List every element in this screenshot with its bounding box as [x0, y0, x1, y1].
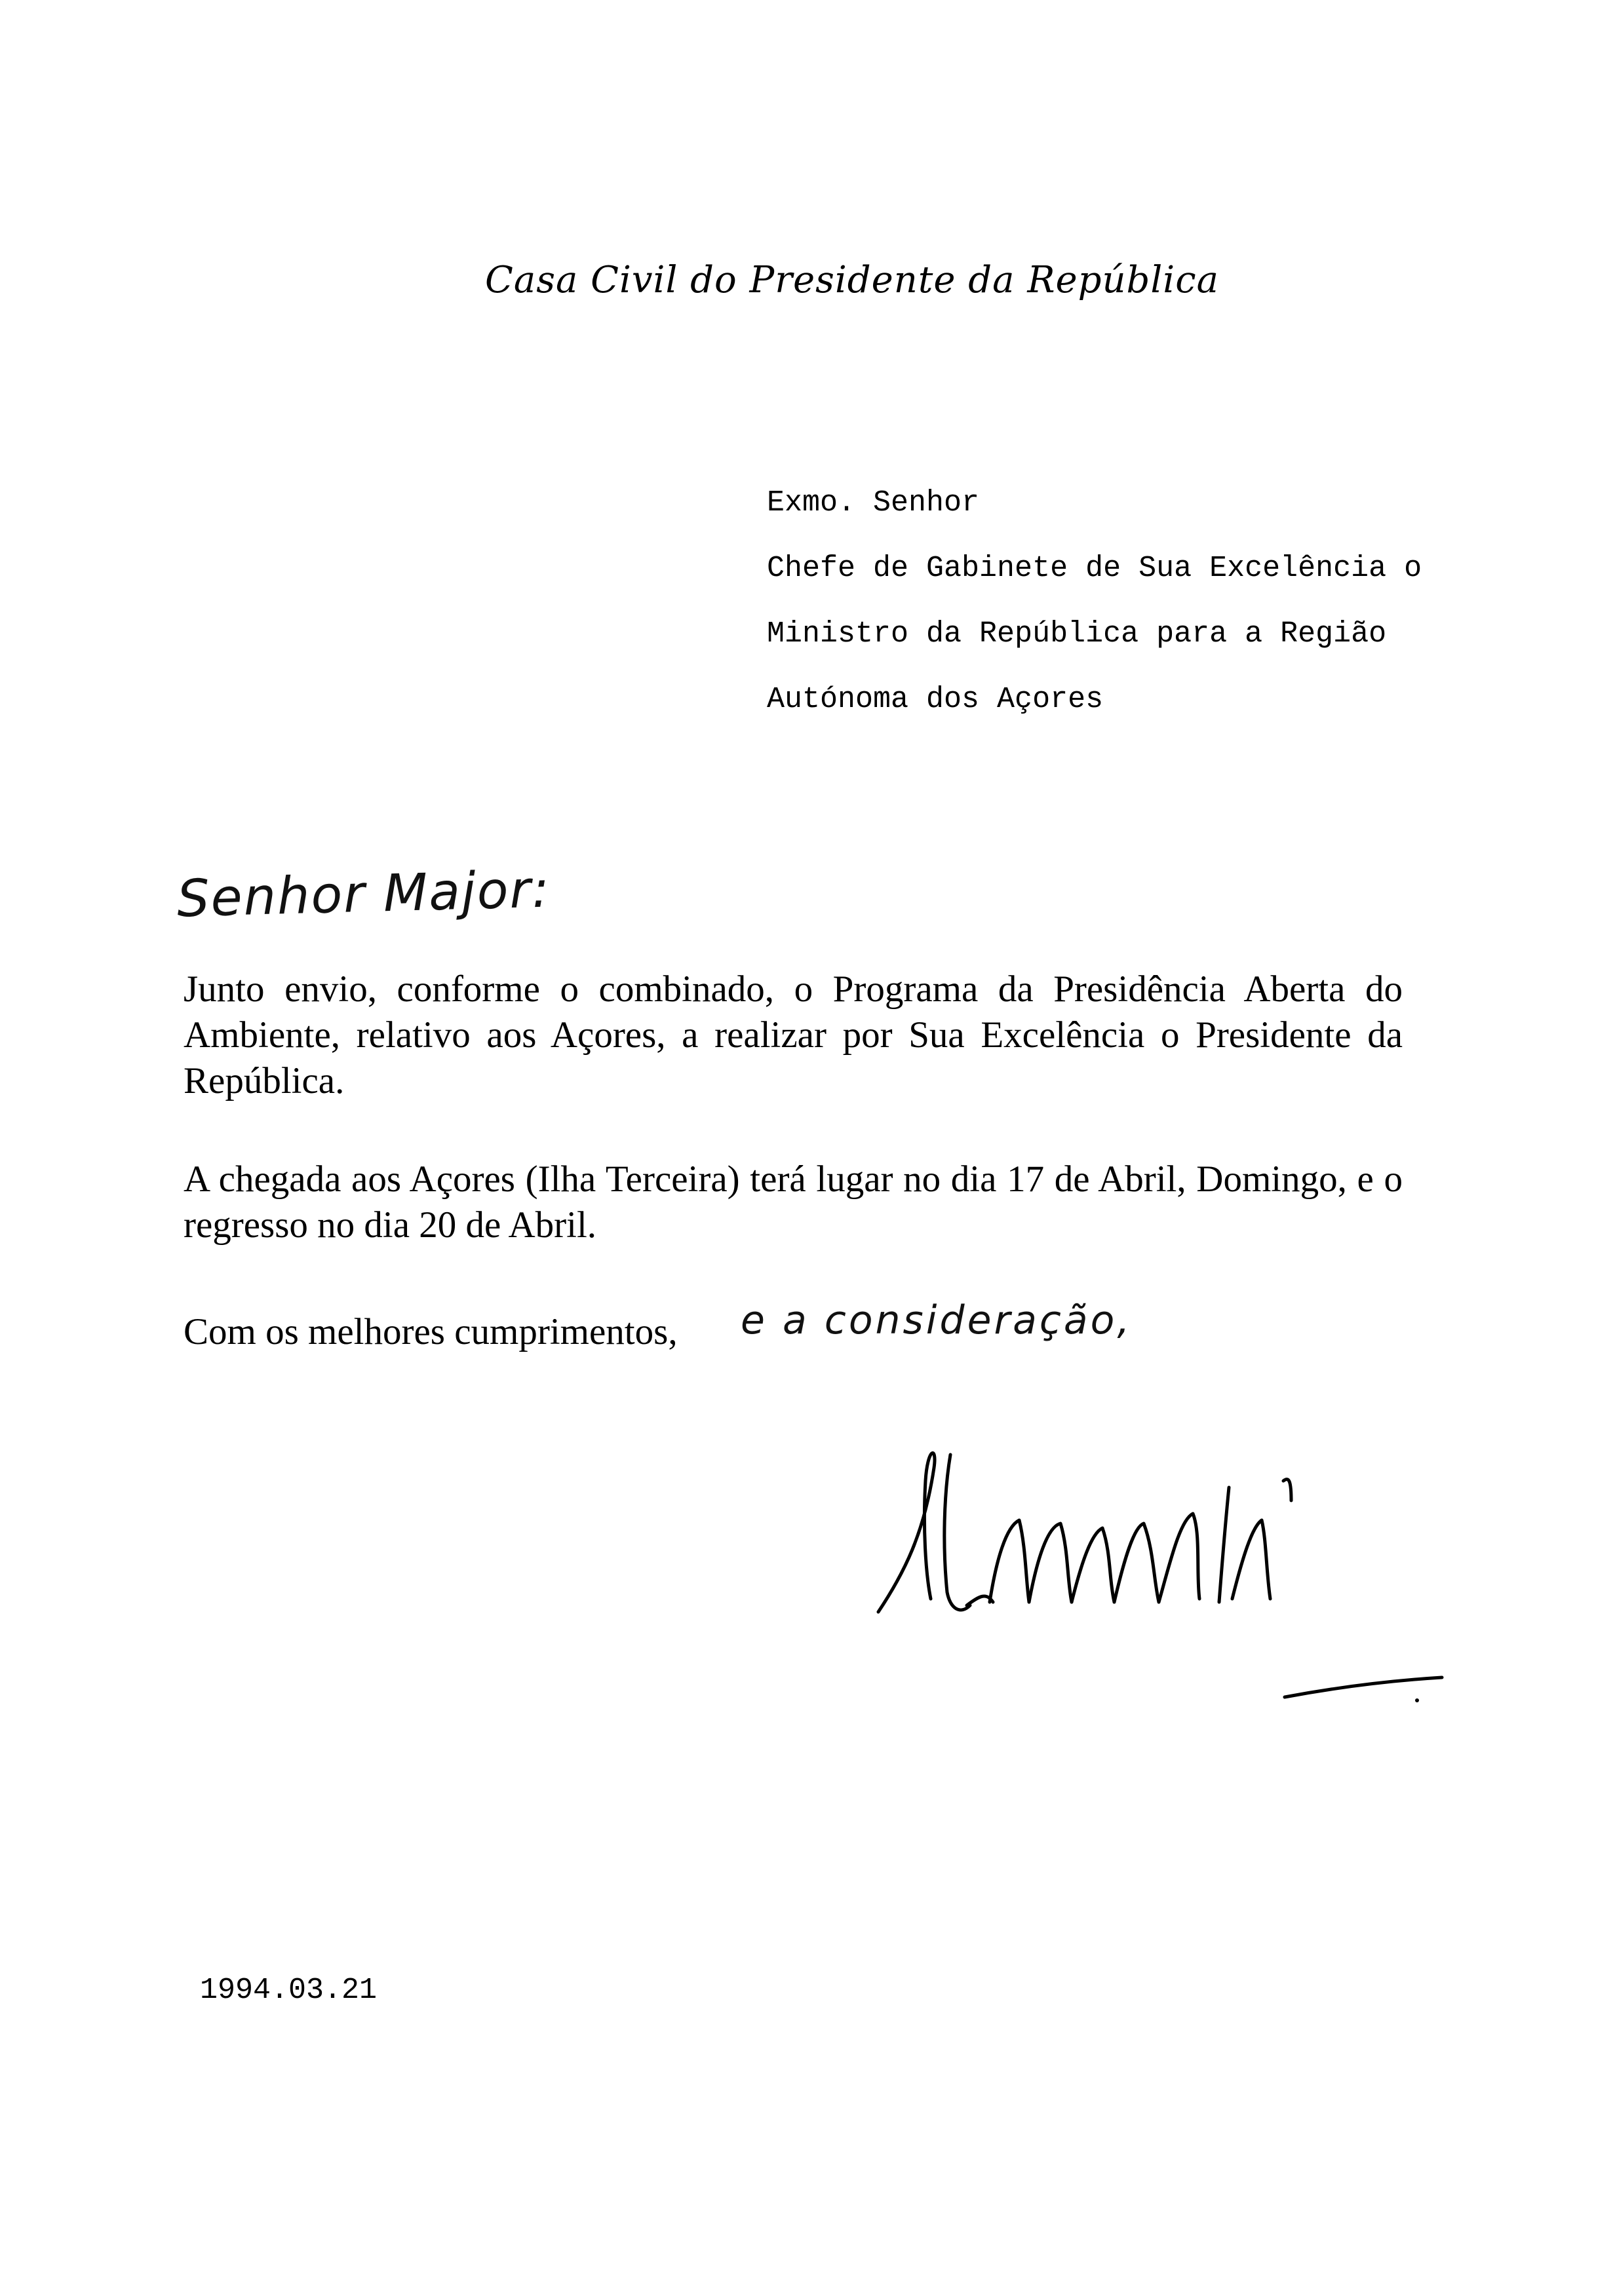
handwritten-signature — [865, 1442, 1455, 1704]
handwritten-closing-addition: e a consideração, — [741, 1297, 1133, 1343]
address-line: Exmo. Senhor — [767, 486, 980, 520]
letter-closing: Com os melhores cumprimentos, — [184, 1311, 678, 1352]
address-line: Ministro da República para a Região — [767, 617, 1387, 651]
letterhead-title: Casa Civil do Presidente da República — [485, 259, 1219, 301]
recipient-address — [767, 484, 1422, 746]
letter-paragraph-2: A chegada aos Açores (Ilha Terceira) terá lugar no dia 17 de Abril, Domingo, e o regresso no dia 20 de Abril. — [184, 1158, 1403, 1246]
letter-date: 1994.03.21 — [200, 1974, 378, 2007]
letter-paragraph-1: Junto envio, conforme o combinado, o Programa da Presidência Aberta do Ambiente, relativo aos Açores, a realizar por Sua Excelência o Presidente da República. — [184, 968, 1403, 1101]
address-line: Autónoma dos Açores — [767, 683, 1104, 716]
handwritten-salutation: Senhor Major: — [176, 860, 551, 929]
address-line: Chefe de Gabinete de Sua Excelência o — [767, 552, 1422, 585]
